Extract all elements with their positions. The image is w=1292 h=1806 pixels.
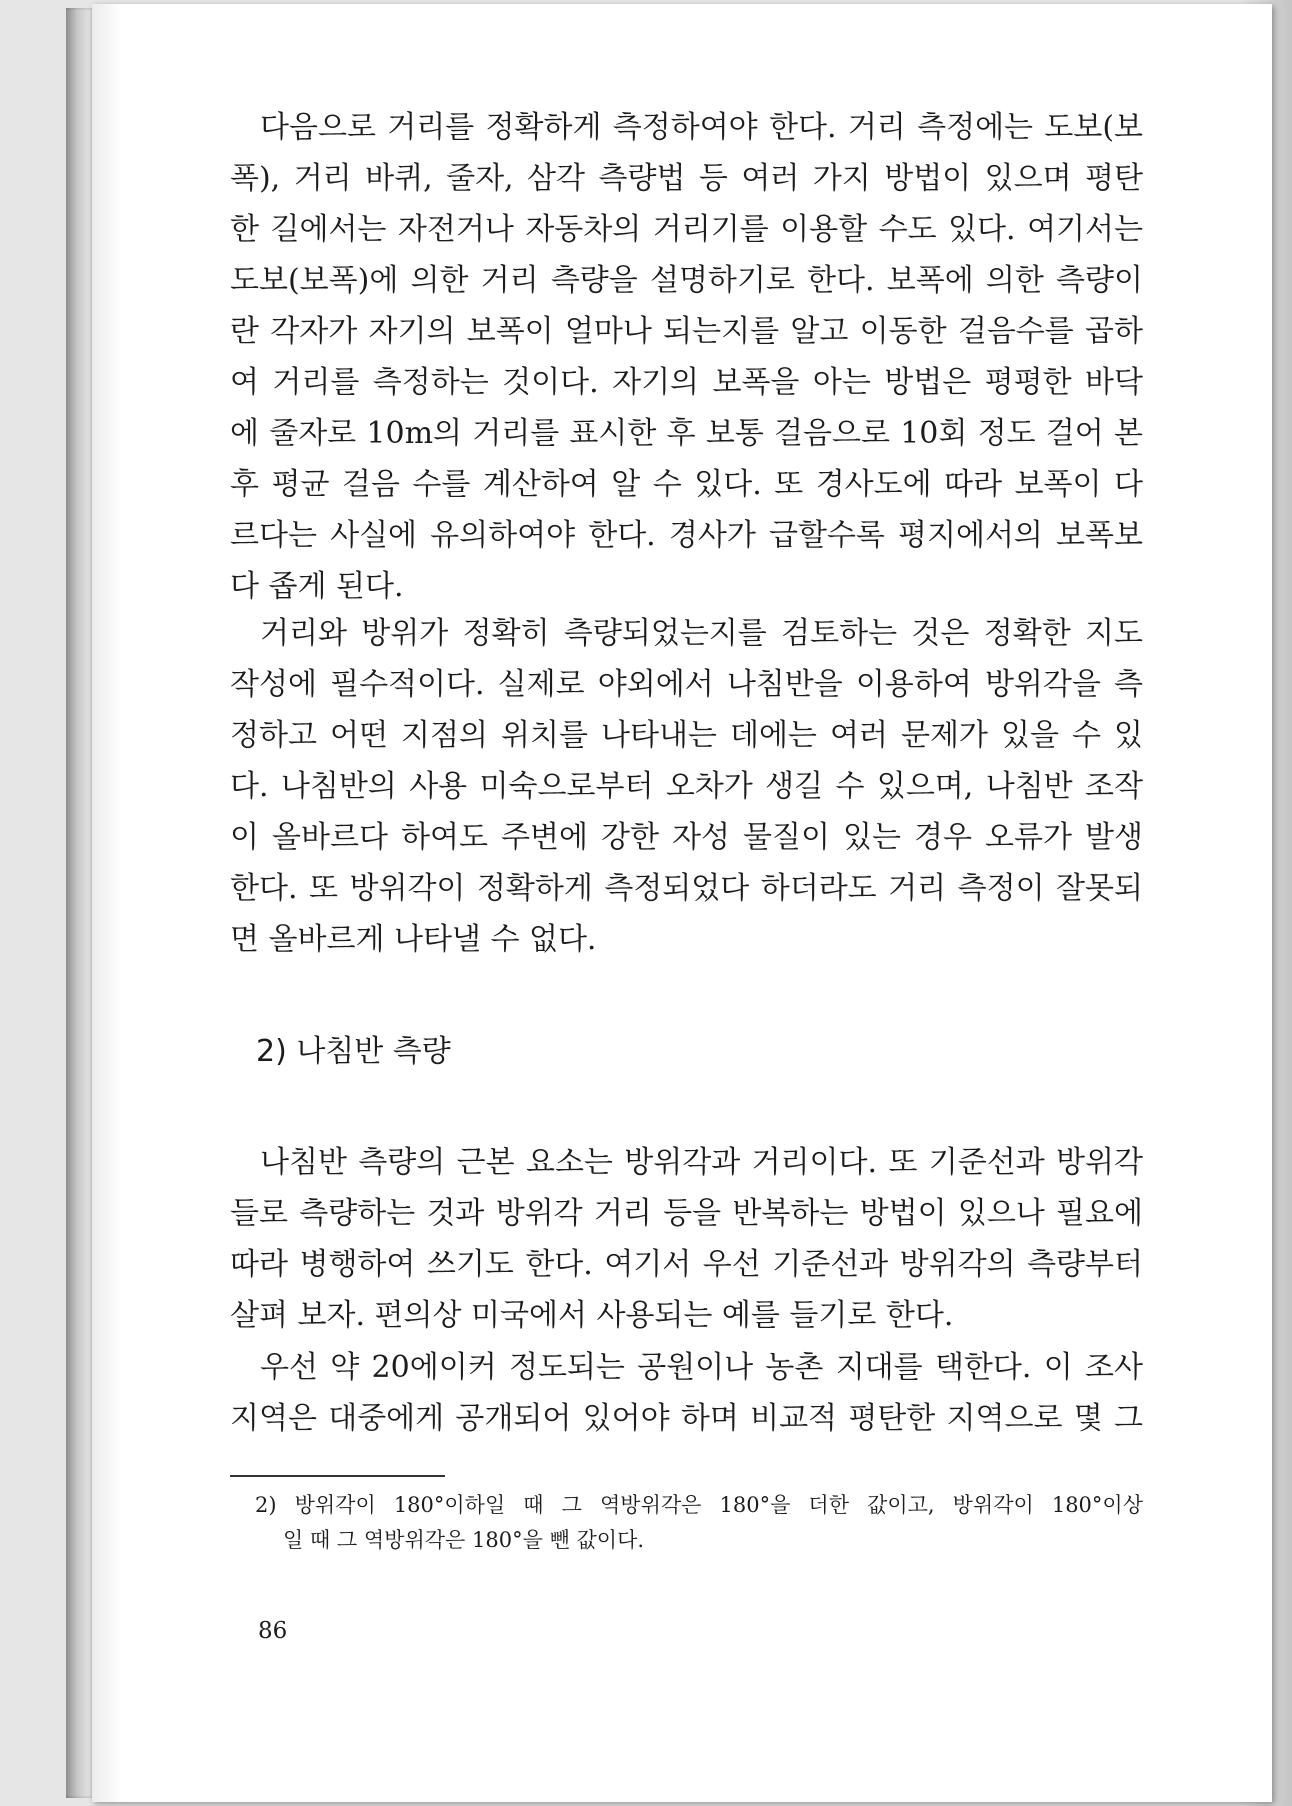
text-line: 거리와 방위가 정확히 측량되었는지를 검토하는 것은 정확한 지도: [260, 616, 1143, 651]
text-line: 폭), 거리 바퀴, 줄자, 삼각 측량법 등 여러 가지 방법이 있으며 평탄: [230, 161, 1143, 196]
text-line: 정하고 어떤 지점의 위치를 나타내는 데에는 여러 문제가 있을 수 있: [230, 718, 1143, 753]
page-number: 86: [258, 1618, 288, 1644]
text-line: 들로 측량하는 것과 방위각 거리 등을 반복하는 방법이 있으나 필요에: [230, 1196, 1143, 1231]
footnote-line: 2) 방위각이 180°이하일 때 그 역방위각은 180°을 더한 값이고, 방위각이 180°이상: [255, 1493, 1143, 1517]
section-heading: 2) 나침반 측량: [256, 1034, 451, 1069]
text-line: 살펴 보자. 편의상 미국에서 사용되는 예를 들기로 한다.: [230, 1298, 954, 1333]
page-stack-edge: [66, 8, 94, 1798]
paragraph-accuracy-check: [230, 608, 1143, 965]
text-line: 르다는 사실에 유의하여야 한다. 경사가 급할수록 평지에서의 보폭보: [230, 518, 1143, 553]
text-line: 란 각자가 자기의 보폭이 얼마나 되는지를 알고 이동한 걸음수를 곱하: [230, 314, 1143, 349]
text-line: 여 거리를 측정하는 것이다. 자기의 보폭을 아는 방법은 평평한 바닥: [230, 365, 1143, 400]
text-line: 나침반 측량의 근본 요소는 방위각과 거리이다. 또 기준선과 방위각: [260, 1145, 1143, 1180]
book-page: [92, 4, 1272, 1802]
text-line: 다. 나침반의 사용 미숙으로부터 오차가 생길 수 있으며, 나침반 조작: [230, 769, 1143, 804]
text-line: 에 줄자로 10m의 거리를 표시한 후 보통 걸음으로 10회 정도 걸어 본: [230, 416, 1143, 451]
text-line: 도보(보폭)에 의한 거리 측량을 설명하기로 한다. 보폭에 의한 측량이: [230, 263, 1143, 298]
text-line: 다 좁게 된다.: [230, 569, 404, 604]
text-line: 다음으로 거리를 정확하게 측정하여야 한다. 거리 측정에는 도보(보: [260, 110, 1143, 145]
text-line: 지역은 대중에게 공개되어 있어야 하며 비교적 평탄한 지역으로 몇 그: [230, 1401, 1143, 1436]
footnote-divider: [230, 1475, 445, 1477]
text-line: 이 올바르다 하여도 주변에 강한 자성 물질이 있는 경우 오류가 발생: [230, 820, 1143, 855]
paragraph-compass-survey: [230, 1137, 1143, 1341]
text-line: 작성에 필수적이다. 실제로 야외에서 나침반을 이용하여 방위각을 측: [230, 667, 1143, 702]
text-line: 후 평균 걸음 수를 계산하여 알 수 있다. 또 경사도에 따라 보폭이 다: [230, 467, 1143, 502]
footnote-line: 일 때 그 역방위각은 180°을 뺀 값이다.: [283, 1528, 645, 1552]
text-line: 한 길에서는 자전거나 자동차의 거리기를 이용할 수도 있다. 여기서는: [230, 212, 1143, 247]
text-line: 따라 병행하여 쓰기도 한다. 여기서 우선 기준선과 방위각의 측량부터: [230, 1247, 1143, 1282]
text-line: 면 올바르게 나타낼 수 없다.: [230, 922, 597, 957]
text-line: 한다. 또 방위각이 정확하게 측정되었다 하더라도 거리 측정이 잘못되: [230, 871, 1143, 906]
footnote: [255, 1488, 1143, 1558]
paragraph-site-selection: [230, 1342, 1143, 1444]
text-line: 우선 약 20에이커 정도되는 공원이나 농촌 지대를 택한다. 이 조사: [260, 1350, 1143, 1385]
paragraph-distance-measurement: [230, 102, 1143, 612]
